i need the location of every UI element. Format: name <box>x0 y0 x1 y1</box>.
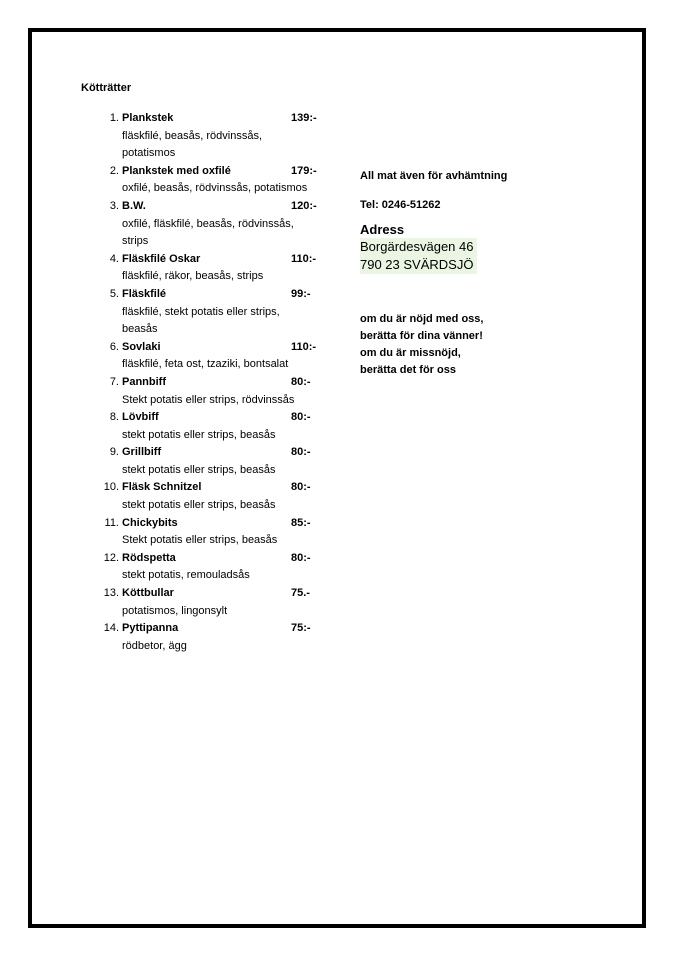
item-name: B.W. <box>122 199 146 212</box>
item-number: 7. <box>109 375 119 388</box>
item-number: 8. <box>109 411 119 424</box>
phone-number: Tel: 0246-51262 <box>360 199 441 211</box>
item-price: 80:- <box>291 551 311 564</box>
item-name: Pannbiff <box>122 375 166 388</box>
item-description: rödbetor, ägg <box>122 639 187 652</box>
item-number: 11. <box>104 516 119 529</box>
item-name: Köttbullar <box>122 587 174 600</box>
feedback-line: berätta det för oss <box>360 364 456 376</box>
item-header <box>122 286 331 304</box>
item-description: potatismos, lingonsylt <box>122 604 228 617</box>
item-price: 80:- <box>291 411 311 424</box>
menu-item <box>81 409 331 444</box>
item-name: Fläskfilé Oskar <box>122 252 201 265</box>
section-title: Kötträtter <box>81 82 132 94</box>
item-header <box>122 374 331 392</box>
item-number: 13. <box>103 587 119 600</box>
item-name: Chickybits <box>122 516 178 529</box>
menu-item <box>81 110 331 163</box>
item-name: Lövbiff <box>122 411 159 424</box>
item-number: 14. <box>103 622 119 635</box>
item-header <box>122 515 331 533</box>
item-name: Plankstek <box>122 112 174 124</box>
item-description: fläskfilé, stekt potatis eller strips, <box>122 305 280 318</box>
item-price: 110:- <box>291 340 317 353</box>
item-description: beasås <box>122 323 158 336</box>
item-price: 80:- <box>291 375 311 388</box>
menu-item <box>81 620 331 655</box>
item-price: 179:- <box>291 164 317 177</box>
item-header <box>122 163 331 181</box>
item-header <box>122 251 331 269</box>
item-description: Stekt potatis eller strips, rödvinssås <box>122 393 295 406</box>
item-description: strips <box>122 235 149 248</box>
item-description: Stekt potatis eller strips, beasås <box>122 534 278 547</box>
info-panel <box>360 168 610 379</box>
menu-item <box>81 339 331 374</box>
item-price: 139:- <box>291 112 317 124</box>
takeaway-note: All mat även för avhämtning <box>360 170 508 182</box>
item-number: 6. <box>109 340 119 353</box>
menu-item <box>81 444 331 479</box>
item-number: 4. <box>109 252 119 265</box>
item-description: stekt potatis eller strips, beasås <box>122 499 276 512</box>
item-price: 80:- <box>291 481 311 494</box>
item-price: 110:- <box>291 252 317 265</box>
item-number: 2. <box>109 164 119 177</box>
item-description: stekt potatis, remouladsås <box>122 569 250 582</box>
item-name: Rödspetta <box>122 551 176 564</box>
address-block <box>360 213 610 274</box>
item-name: Sovlaki <box>122 340 161 353</box>
menu-item <box>81 251 331 286</box>
feedback-line: om du är nöjd med oss, <box>360 313 484 325</box>
item-number: 5. <box>109 287 119 300</box>
address-postal: 790 23 SVÄRDSJÖ <box>360 256 477 274</box>
item-header <box>122 444 331 462</box>
item-name: Pyttipanna <box>122 622 179 635</box>
menu-item <box>81 374 331 409</box>
item-name: Fläskfilé <box>122 287 167 300</box>
item-price: 75:- <box>291 622 311 635</box>
item-header <box>122 110 331 128</box>
address-heading: Adress <box>360 222 405 237</box>
menu-item <box>81 585 331 620</box>
menu-list <box>81 110 331 655</box>
item-header <box>122 198 331 216</box>
item-description: fläskfilé, räkor, beasås, strips <box>122 270 264 283</box>
item-header <box>122 620 331 638</box>
item-header <box>122 409 331 427</box>
menu-item <box>81 479 331 514</box>
item-number: 10. <box>103 481 119 494</box>
menu-item <box>81 198 331 251</box>
item-price: 99:- <box>291 287 311 300</box>
item-number: 1. <box>109 112 119 124</box>
address-street: Borgärdesvägen 46 <box>360 238 477 256</box>
item-price: 85:- <box>291 516 311 529</box>
item-description: fläskfilé, feta ost, tzaziki, bontsalat <box>122 358 289 371</box>
item-number: 3. <box>109 199 119 212</box>
item-number: 12. <box>103 551 119 564</box>
item-header <box>122 479 331 497</box>
item-description: fläskfilé, beasås, rödvinssås, <box>122 129 263 142</box>
menu-item <box>81 286 331 339</box>
item-description: stekt potatis eller strips, beasås <box>122 463 276 476</box>
feedback-line: om du är missnöjd, <box>360 347 461 359</box>
item-name: Plankstek med oxfilé <box>122 164 231 177</box>
item-header <box>122 550 331 568</box>
item-description: oxfilé, beasås, rödvinssås, potatismos <box>122 182 308 195</box>
menu-item <box>81 163 331 198</box>
item-header <box>122 339 331 357</box>
menu-item <box>81 550 331 585</box>
feedback-text <box>360 311 610 379</box>
item-name: Grillbiff <box>122 446 162 459</box>
item-description: potatismos <box>122 147 176 160</box>
item-header <box>122 585 331 603</box>
item-description: stekt potatis eller strips, beasås <box>122 428 276 441</box>
item-price: 80:- <box>291 446 311 459</box>
feedback-line: berätta för dina vänner! <box>360 330 483 342</box>
item-number: 9. <box>109 446 119 459</box>
item-name: Fläsk Schnitzel <box>122 481 202 494</box>
menu-item <box>81 515 331 550</box>
item-price: 120:- <box>291 199 317 212</box>
item-price: 75.- <box>291 587 310 600</box>
item-description: oxfilé, fläskfilé, beasås, rödvinssås, <box>122 217 294 230</box>
